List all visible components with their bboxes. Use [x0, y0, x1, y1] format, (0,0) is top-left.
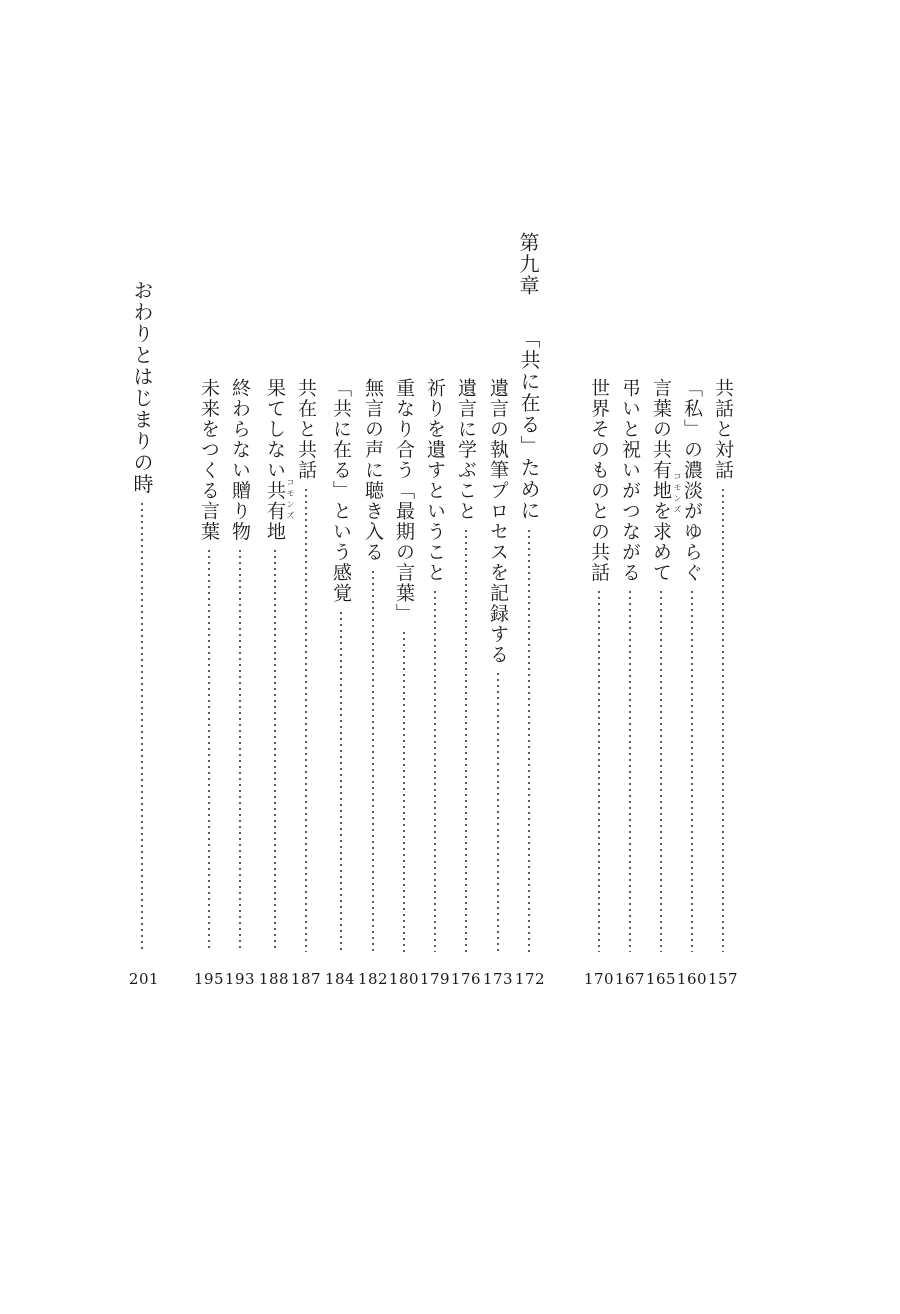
dot-leader	[274, 548, 276, 952]
dot-leader	[141, 501, 143, 952]
dot-leader	[629, 589, 631, 952]
chapter-heading[interactable]	[515, 328, 543, 960]
page-number: 167	[614, 970, 646, 988]
entry-title: 無言の声に聴き入る	[362, 378, 384, 563]
toc-entry[interactable]	[647, 378, 675, 960]
dot-leader	[497, 671, 499, 952]
entry-title: 重なり合う「最期の言葉」	[393, 378, 415, 624]
page-number: 160	[676, 970, 708, 988]
toc-entry-closing[interactable]	[128, 280, 156, 960]
entry-title: 「共に在る」という感覚	[330, 378, 352, 604]
toc-entry[interactable]	[421, 378, 449, 960]
toc-entry[interactable]	[616, 378, 644, 960]
page-number: 195	[193, 970, 225, 988]
page-number: 187	[290, 970, 322, 988]
toc-entry[interactable]	[327, 378, 355, 960]
entry-title: 祈りを遺すということ	[424, 378, 446, 583]
entry-title: 果てしない共有地	[264, 378, 286, 542]
toc-entry[interactable]	[359, 378, 387, 960]
chapter-label: 第九章	[516, 232, 540, 297]
page-number: 184	[324, 970, 356, 988]
dot-leader	[598, 589, 600, 952]
toc-entry[interactable]	[585, 378, 613, 960]
entry-title: 遺言に学ぶこと	[455, 378, 477, 522]
dot-leader	[465, 528, 467, 953]
entry-title: 「私」の濃淡がゆらぐ	[681, 378, 703, 583]
dot-leader	[340, 610, 342, 953]
entry-title: 終わらない贈り物	[229, 378, 251, 542]
page-number: 170	[583, 970, 615, 988]
dot-leader	[691, 589, 693, 952]
toc-entry[interactable]	[678, 378, 706, 960]
toc-entry[interactable]	[709, 378, 737, 960]
dot-leader	[722, 487, 724, 953]
page-number: 188	[258, 970, 290, 988]
entry-title: 未来をつくる言葉	[198, 378, 220, 542]
toc-entry[interactable]	[390, 378, 418, 960]
ruby-annotation: コモンズ	[286, 478, 295, 522]
entry-title: 共在と共話	[295, 378, 317, 481]
dot-leader	[305, 487, 307, 953]
entry-title: 言葉の共有地を求めて	[650, 378, 672, 583]
entry-title: おわりとはじまりの時	[130, 280, 154, 495]
page-number: 182	[357, 970, 389, 988]
page-number: 172	[514, 970, 546, 988]
page-number: 176	[450, 970, 482, 988]
chapter-title: 「共に在る」ために	[517, 328, 541, 522]
page-number: 193	[224, 970, 256, 988]
dot-leader	[403, 630, 405, 952]
toc-entry[interactable]	[195, 378, 223, 960]
ruby-annotation: コモンズ	[673, 472, 682, 516]
dot-leader	[208, 548, 210, 952]
dot-leader	[434, 589, 436, 952]
page-number: 201	[128, 970, 160, 988]
toc-entry[interactable]	[292, 378, 320, 960]
page-number: 180	[388, 970, 420, 988]
entry-title: 遺言の執筆プロセスを記録する	[487, 378, 509, 665]
toc-entry[interactable]	[261, 378, 289, 960]
entry-title: 世界そのものとの共話	[588, 378, 610, 583]
page-number: 173	[482, 970, 514, 988]
entry-title: 弔いと祝いがつながる	[619, 378, 641, 583]
entry-title: 共話と対話	[712, 378, 734, 481]
toc-entry[interactable]	[484, 378, 512, 960]
dot-leader	[528, 528, 530, 953]
page-number: 179	[419, 970, 451, 988]
dot-leader	[660, 589, 662, 952]
toc-entry[interactable]	[452, 378, 480, 960]
page-number: 157	[707, 970, 739, 988]
toc-entry[interactable]	[226, 378, 254, 960]
page-number: 165	[645, 970, 677, 988]
dot-leader	[239, 548, 241, 952]
dot-leader	[372, 569, 374, 953]
